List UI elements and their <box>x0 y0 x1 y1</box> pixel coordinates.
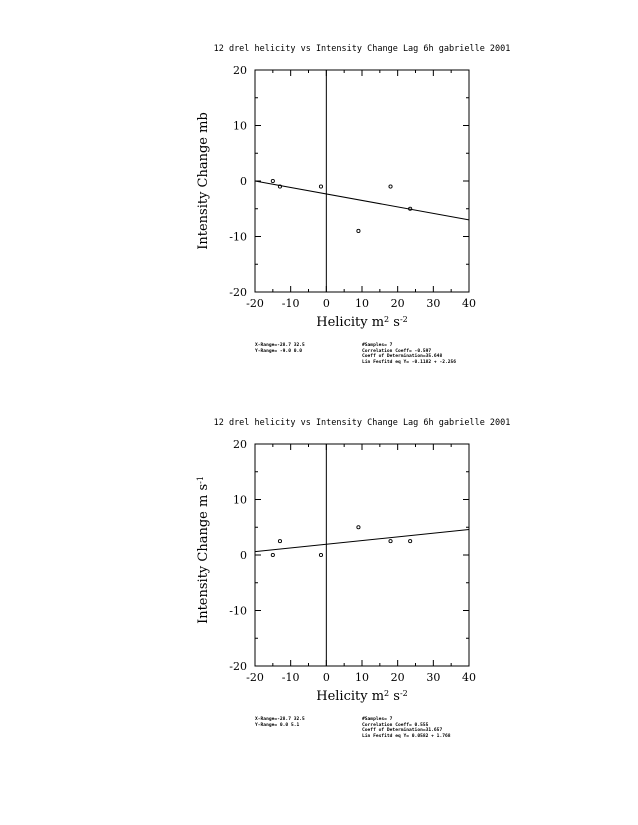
chart-1-x-tick-label: -20 <box>246 297 264 310</box>
chart-2-y-range: Y-Range= 0.0 5.1 <box>255 723 300 728</box>
chart-2-point <box>319 553 322 556</box>
chart-1-x-range: X-Range=-28.7 32.5 <box>255 343 305 348</box>
chart-2-x-tick-label: 40 <box>462 671 476 684</box>
chart-2-point <box>389 540 392 543</box>
chart-1-x-tick-label: 30 <box>426 297 441 310</box>
chart-1-x-tick-labels <box>246 297 476 310</box>
chart-1-x-tick-label: 0 <box>322 297 330 310</box>
chart-1-y-axis-label: Intensity Change mb <box>196 112 211 250</box>
chart-1-correlation: Correlation Coeff= -0.597 <box>362 349 432 354</box>
chart-2-y-tick-label: 20 <box>233 438 247 451</box>
chart-2-x-tick-label: 0 <box>322 671 330 684</box>
chart-2-y-tick-label: -20 <box>229 660 247 673</box>
chart-2-point <box>271 553 274 556</box>
chart-1-x-tick-label: 40 <box>462 297 476 310</box>
chart-1-y-tick-label: 0 <box>240 175 247 188</box>
chart-2-x-tick-labels <box>246 671 476 684</box>
chart-1-y-tick-label: 10 <box>233 119 247 133</box>
chart-2-point <box>409 540 412 543</box>
chart-1-x-tick-label: 10 <box>355 297 369 310</box>
chart-2-samples: #Samples= 7 <box>362 717 393 722</box>
chart-1-y-tick-label: -10 <box>229 230 247 244</box>
chart-2-fit-equation: Lin Fesfitd eq Y= 0.0582 + 1.768 <box>362 734 451 739</box>
chart-2-x-range: X-Range=-28.7 32.5 <box>255 717 305 722</box>
chart-1-stats-left <box>255 342 305 354</box>
chart-1-fit-line <box>255 181 469 220</box>
chart-2-stats-left <box>255 716 305 728</box>
chart-1-determination: Coeff of Determination=35.648 <box>362 354 443 359</box>
chart-1-x-tick-label: 20 <box>390 297 405 310</box>
chart-1-y-tick-labels <box>229 64 247 299</box>
chart-1-y-range: Y-Range= -9.0 0.0 <box>255 349 303 354</box>
chart-1-title: 12 drel helicity vs Intensity Change Lag 6h gabrielle 2001 <box>213 44 511 54</box>
chart-1-fit-equation: Lin Fesfitd eq Y= -0.1182 + -2.256 <box>362 360 457 365</box>
chart-1-y-tick-label: 20 <box>233 64 247 77</box>
chart-1-stats-right <box>362 342 456 365</box>
chart-1-point <box>357 229 360 232</box>
chart-1-x-tick-label: -10 <box>281 297 300 310</box>
chart-2-plot-frame <box>255 444 469 666</box>
chart-2-tick-marks <box>255 444 469 666</box>
chart-2-x-tick-label: -10 <box>281 671 300 684</box>
chart-1-fit-line-group <box>255 181 469 220</box>
chart-1-tick-marks <box>255 70 469 292</box>
chart-2-title: 12 drel helicity vs Intensity Change Lag 6h gabrielle 2001 <box>213 418 511 428</box>
chart-2-y-tick-label: 0 <box>240 549 247 562</box>
chart-2-y-tick-label: 10 <box>233 493 247 507</box>
chart-1-plot-frame <box>255 70 469 292</box>
chart-2-y-tick-label: -10 <box>229 604 247 618</box>
chart-2-determination: Coeff of Determination=31.657 <box>362 728 443 733</box>
chart-2-x-tick-label: 20 <box>390 671 405 684</box>
chart-2 <box>196 418 511 739</box>
chart-2-x-axis-label: Helicity $m^2$ $s^{-2}$ <box>316 688 408 704</box>
chart-2-point <box>278 540 281 543</box>
chart-2-correlation: Correlation Coeff= 0.555 <box>362 723 429 728</box>
chart-1-y-tick-label: -20 <box>229 286 247 299</box>
chart-2-points <box>271 526 412 557</box>
chart-2-stats-right <box>362 716 451 739</box>
chart-2-point <box>357 526 360 529</box>
chart-2-y-axis-label: Intensity Change m $s^{-1}$ <box>195 476 211 624</box>
chart-1-point <box>319 185 322 188</box>
chart-2-x-tick-label: 30 <box>426 671 441 684</box>
chart-1-x-axis-label: Helicity $m^2$ $s^{-2}$ <box>316 314 408 330</box>
chart-1-samples: #Samples= 7 <box>362 343 393 348</box>
chart-2-x-tick-label: 10 <box>355 671 369 684</box>
chart-1-point <box>271 179 274 182</box>
chart-2-x-tick-label: -20 <box>246 671 264 684</box>
chart-1-point <box>389 185 392 188</box>
chart-1 <box>196 44 510 365</box>
chart-2-fit-line-group <box>255 529 469 551</box>
chart-2-y-tick-labels <box>229 438 247 673</box>
chart-2-fit-line <box>255 529 469 551</box>
